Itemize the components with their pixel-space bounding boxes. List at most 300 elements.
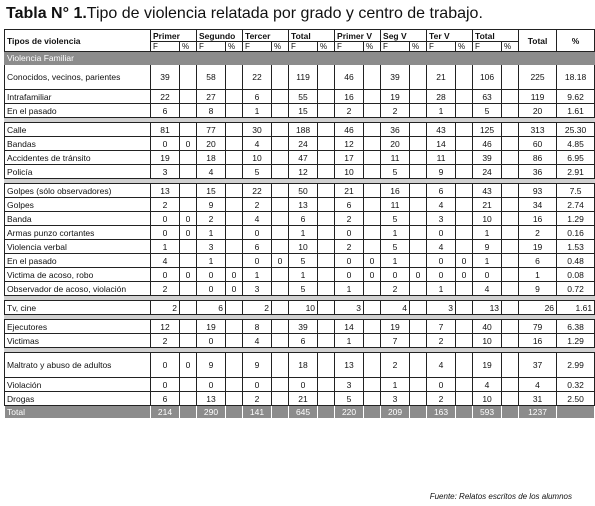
table-cell: 50 [289,184,318,198]
table-cell: 18 [289,353,318,378]
table-cell: 2 [151,301,180,315]
table-cell: 1 [243,104,272,118]
table-cell [272,240,289,254]
table-cell: 18 [197,151,226,165]
table-cell: 0 [180,226,197,240]
subheader-f: F [473,42,502,52]
cell-pct: 18.18 [557,65,595,90]
table-cell: 55 [289,90,318,104]
table-cell [226,151,243,165]
table-cell [180,151,197,165]
table-cell: 13 [289,198,318,212]
table-cell: 0 [335,226,364,240]
table-row [5,137,595,151]
table-cell: 4 [243,137,272,151]
table-cell [364,123,381,137]
table-cell [180,165,197,179]
table-cell [364,320,381,334]
table-cell: 10 [243,151,272,165]
table-cell: 9 [473,240,502,254]
table-cell: 19 [197,320,226,334]
table-cell: 220 [335,406,364,419]
table-cell [456,104,473,118]
header-total-2: Total [473,30,519,42]
cell-total: 93 [519,184,557,198]
table-cell: 0 [197,282,226,296]
table-cell [364,65,381,90]
subheader-pct: % [410,42,427,52]
table-cell [456,165,473,179]
table-cell: 21 [289,392,318,406]
table-cell [226,165,243,179]
table-cell: 0 [335,254,364,268]
table-cell [318,320,335,334]
subheader-pct: % [456,42,473,52]
table-cell [272,226,289,240]
cell-pct: 4.85 [557,137,595,151]
table-cell: 2 [381,282,410,296]
table-cell: 1 [427,282,456,296]
table-cell: 22 [151,90,180,104]
table-cell: 12 [151,320,180,334]
table-cell: 0 [410,268,427,282]
table-cell: 2 [427,334,456,348]
table-cell [364,184,381,198]
table-cell: 5 [243,165,272,179]
table-body [5,52,595,419]
table-cell: 15 [289,104,318,118]
table-cell [226,301,243,315]
table-cell [456,137,473,151]
table-cell: 8 [197,104,226,118]
cell-total: 79 [519,320,557,334]
table-cell [364,301,381,315]
table-cell: 5 [289,254,318,268]
cell-total: 16 [519,212,557,226]
table-cell [410,378,427,392]
table-cell [456,334,473,348]
table-cell [410,301,427,315]
cell-pct: 1.29 [557,212,595,226]
cell-pct: 0.72 [557,282,595,296]
subheader-f: F [381,42,410,52]
table-cell: 0 [197,334,226,348]
cell-total: 34 [519,198,557,212]
table-cell: 11 [381,198,410,212]
table-cell [410,226,427,240]
table-cell: 125 [473,123,502,137]
cell-pct: 2.50 [557,392,595,406]
table-cell: 4 [427,353,456,378]
table-cell: 0 [456,268,473,282]
table-cell: 58 [197,65,226,90]
table-cell: 0 [289,378,318,392]
table-cell [502,184,519,198]
table-cell: 3 [427,301,456,315]
table-cell: 4 [473,282,502,296]
table-cell: 163 [427,406,456,419]
table-cell [410,90,427,104]
table-cell: 3 [335,301,364,315]
table-cell: 1 [381,226,410,240]
table-cell: 46 [335,123,364,137]
table-cell [226,65,243,90]
table-cell [456,123,473,137]
table-cell: 13 [473,301,502,315]
table-cell: 0 [180,268,197,282]
table-cell [410,254,427,268]
table-cell [410,334,427,348]
cell-pct: 7.5 [557,184,595,198]
subheader-pct: % [272,42,289,52]
table-cell: 290 [197,406,226,419]
subheader-f: F [427,42,456,52]
table-cell: 0 [180,137,197,151]
table-cell: 119 [289,65,318,90]
table-cell: 39 [381,65,410,90]
table-cell: 81 [151,123,180,137]
table-cell: 12 [289,165,318,179]
table-cell: 19 [473,353,502,378]
table-cell: 0 [427,268,456,282]
table-cell: 13 [335,353,364,378]
row-label: Policía [5,165,151,179]
table-cell: 2 [197,212,226,226]
table-row [5,226,595,240]
table-cell [226,240,243,254]
table-cell [456,301,473,315]
table-cell [226,137,243,151]
table-cell: 36 [381,123,410,137]
table-cell [410,282,427,296]
cell-pct: 0.32 [557,378,595,392]
table-cell: 5 [289,282,318,296]
table-cell: 1 [381,378,410,392]
cell-total: 60 [519,137,557,151]
table-cell: 0 [456,254,473,268]
table-row [5,104,595,118]
table-cell: 2 [335,240,364,254]
table-cell: 4 [427,198,456,212]
table-cell: 1 [381,254,410,268]
table-cell [180,282,197,296]
table-cell: 2 [427,392,456,406]
section-row [5,52,595,65]
table-cell [410,151,427,165]
table-cell: 1 [289,268,318,282]
table-cell [410,65,427,90]
table-cell: 0 [197,378,226,392]
table-row [5,282,595,296]
table-cell [502,137,519,151]
table-cell: 0 [151,137,180,151]
cell-total: 26 [519,301,557,315]
table-cell: 24 [473,165,502,179]
table-cell [272,301,289,315]
table-cell: 6 [151,392,180,406]
table-cell [180,65,197,90]
cell-pct: 1.61 [557,301,595,315]
table-cell: 19 [381,320,410,334]
table-cell [502,406,519,419]
table-cell [502,65,519,90]
table-cell: 0 [151,353,180,378]
table-cell: 4 [243,212,272,226]
table-cell [318,268,335,282]
table-cell: 12 [335,137,364,151]
table-cell: 2 [381,353,410,378]
table-cell [456,184,473,198]
table-cell: 1 [335,282,364,296]
row-label: Conocidos, vecinos, parientes [5,65,151,90]
table-cell [318,104,335,118]
table-cell [502,254,519,268]
table-cell: 6 [243,90,272,104]
table-row [5,212,595,226]
table-cell: 106 [473,65,502,90]
cell-pct: 2.91 [557,165,595,179]
table-cell: 39 [289,320,318,334]
table-cell: 39 [473,151,502,165]
table-cell: 14 [335,320,364,334]
table-row [5,301,595,315]
table-cell [502,301,519,315]
table-cell: 2 [243,198,272,212]
table-cell [502,378,519,392]
table-cell [364,151,381,165]
header-segundo: Segundo [197,30,243,42]
table-cell [226,123,243,137]
header-primer-v: Primer V [335,30,381,42]
table-cell [226,320,243,334]
table-cell [180,123,197,137]
table-cell: 0 [243,226,272,240]
table-cell: 9 [197,198,226,212]
table-cell [502,353,519,378]
table-cell [456,406,473,419]
table-cell: 10 [473,212,502,226]
table-cell [456,378,473,392]
row-label: Violencia verbal [5,240,151,254]
table-cell [456,392,473,406]
table-cell [272,104,289,118]
table-cell [502,104,519,118]
table-cell [364,104,381,118]
table-cell [318,212,335,226]
table-cell: 0 [427,254,456,268]
table-cell [272,282,289,296]
table-cell [410,392,427,406]
table-cell [456,151,473,165]
table-cell: 1 [473,226,502,240]
table-cell [318,151,335,165]
row-label: Total [5,406,151,419]
table-cell: 10 [473,334,502,348]
cell-total: 6 [519,254,557,268]
cell-total: 119 [519,90,557,104]
table-cell: 6 [289,212,318,226]
table-cell [410,212,427,226]
table-cell: 5 [335,392,364,406]
table-cell: 5 [473,104,502,118]
table-cell [318,301,335,315]
table-cell: 0 [381,268,410,282]
table-cell [456,282,473,296]
table-cell: 21 [335,184,364,198]
cell-total: 37 [519,353,557,378]
table-row [5,240,595,254]
table-cell: 22 [243,65,272,90]
table-cell: 10 [289,301,318,315]
table-cell: 0 [151,226,180,240]
table-cell [502,198,519,212]
table-row [5,392,595,406]
table-cell: 2 [381,104,410,118]
subheader-f: F [335,42,364,52]
table-cell [180,301,197,315]
table-cell: 16 [335,90,364,104]
table-cell [318,137,335,151]
table-title [6,4,483,24]
table-cell: 39 [151,65,180,90]
table-cell [272,198,289,212]
table-cell: 20 [381,137,410,151]
table-cell [272,151,289,165]
cell-pct: 0.08 [557,268,595,282]
table-cell [456,198,473,212]
table-cell: 11 [381,151,410,165]
table-cell: 2 [151,198,180,212]
table-cell [272,184,289,198]
table-cell [318,254,335,268]
header-tercer: Tercer [243,30,289,42]
table-cell [456,226,473,240]
table-cell [272,353,289,378]
table-cell: 15 [197,184,226,198]
table-cell: 2 [243,392,272,406]
row-label: Golpes [5,198,151,212]
cell-total: 313 [519,123,557,137]
table-cell: 10 [289,240,318,254]
cell-pct: 9.62 [557,90,595,104]
table-cell: 214 [151,406,180,419]
table-cell: 21 [427,65,456,90]
table-cell [226,392,243,406]
table-row [5,151,595,165]
table-cell [226,226,243,240]
table-cell: 3 [197,240,226,254]
table-cell [502,334,519,348]
table-cell [226,198,243,212]
table-cell: 4 [151,254,180,268]
table-row [5,184,595,198]
table-cell: 16 [381,184,410,198]
table-cell: 5 [381,165,410,179]
row-label: Calle [5,123,151,137]
table-cell: 47 [289,151,318,165]
table-cell [318,90,335,104]
table-cell [226,406,243,419]
table-cell: 0 [427,226,456,240]
cell-pct: 1.53 [557,240,595,254]
table-cell [364,90,381,104]
table-cell [410,406,427,419]
table-cell [502,392,519,406]
cell-total: 31 [519,392,557,406]
table-cell: 13 [197,392,226,406]
table-cell: 17 [335,151,364,165]
subheader-pct: % [180,42,197,52]
table-cell: 3 [151,165,180,179]
table-cell [318,65,335,90]
table-cell [272,212,289,226]
subheader-f: F [197,42,226,52]
row-label: Banda [5,212,151,226]
table-cell: 11 [427,151,456,165]
header-ter-v: Ter V [427,30,473,42]
table-cell: 2 [151,282,180,296]
table-cell [456,65,473,90]
table-cell: 1 [289,226,318,240]
table-cell: 2 [243,301,272,315]
table-cell [180,320,197,334]
table-caption: Tipo de violencia relatada por grado y centro de trabajo. [86,5,483,22]
table-cell: 43 [473,184,502,198]
table-cell: 2 [335,104,364,118]
table-cell [180,184,197,198]
table-cell [318,226,335,240]
table-cell: 0 [473,268,502,282]
table-cell: 188 [289,123,318,137]
table-cell [272,165,289,179]
header-total-1: Total [289,30,335,42]
table-row [5,320,595,334]
table-cell: 3 [427,212,456,226]
table-cell [318,406,335,419]
table-cell [318,165,335,179]
subheader-pct: % [502,42,519,52]
table-cell [272,137,289,151]
table-cell: 21 [473,198,502,212]
table-cell [272,90,289,104]
table-row [5,378,595,392]
table-cell: 1 [335,334,364,348]
table-cell [410,240,427,254]
table-cell [272,378,289,392]
table-number: Tabla N° 1. [6,5,87,22]
table-cell: 3 [243,282,272,296]
table-cell [502,151,519,165]
table-cell: 5 [381,212,410,226]
table-cell: 0 [364,268,381,282]
cell-total: 4 [519,378,557,392]
table-cell: 0 [151,212,180,226]
table-cell: 0 [180,353,197,378]
table-cell [364,240,381,254]
subheader-pct: % [364,42,381,52]
table-cell [410,104,427,118]
header-pct: % [557,30,595,52]
table-cell: 9 [243,353,272,378]
table-cell: 46 [473,137,502,151]
table-cell: 13 [151,184,180,198]
table-cell [180,240,197,254]
table-cell [226,254,243,268]
table-cell [364,406,381,419]
table-cell [410,165,427,179]
table-cell: 645 [289,406,318,419]
table-cell: 1 [197,226,226,240]
